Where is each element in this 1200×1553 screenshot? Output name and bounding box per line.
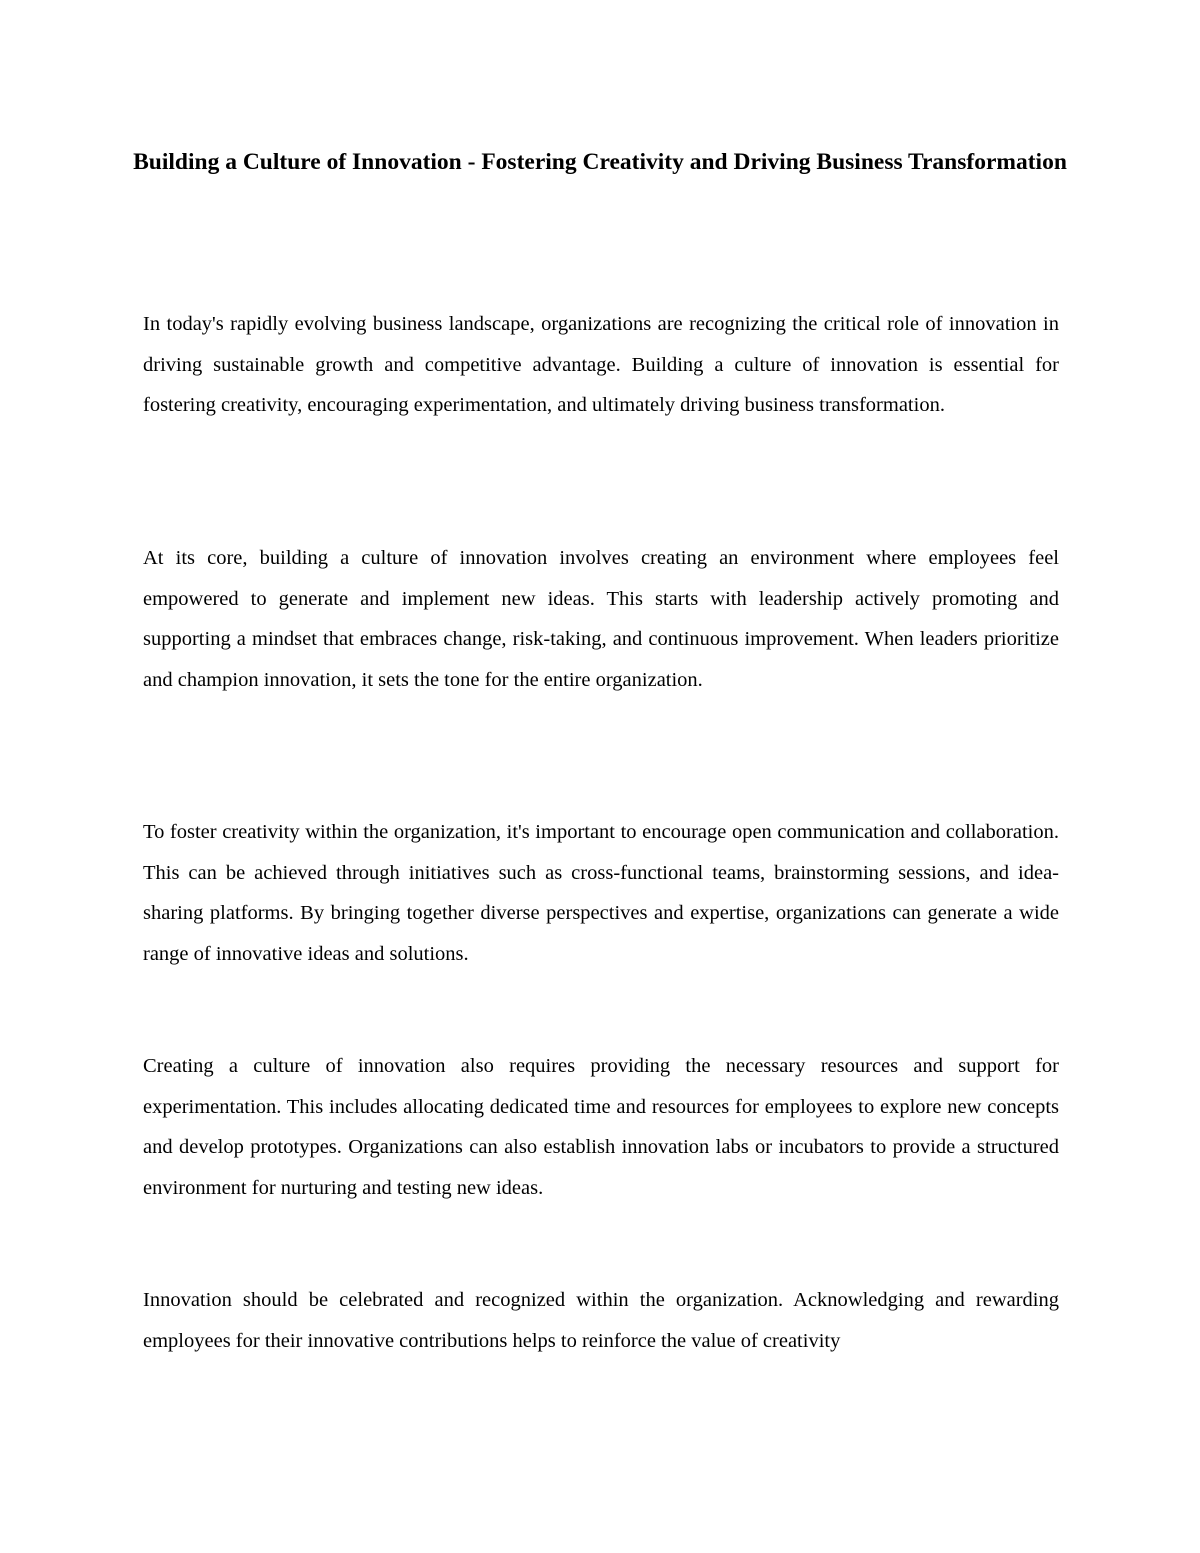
paragraph-2: At its core, building a culture of innovation involves creating an environment where employees feel empowered to generate and implement new ideas. This starts with leadership actively promoting and supporting a mindset that embraces change, risk-taking, and continuous improvement. When leaders prioritize and champion innovation, it sets the tone for the entire organization. — [143, 547, 1059, 692]
document-title: Building a Culture of Innovation - Fostering Creativity and Driving Business Transformation — [133, 149, 1067, 175]
paragraph-4: Creating a culture of innovation also requires providing the necessary resources and support for experimentation. This includes allocating dedicated time and resources for employees to explore new concepts and develop prototypes. Organizations can also establish innovation labs or incubators to provide a structured environment for nurturing and testing new ideas. — [143, 1055, 1059, 1200]
paragraph-3: To foster creativity within the organization, it's important to encourage open communication and collaboration. This can be achieved through initiatives such as cross-functional teams, brainstorming sessions, and idea-sharing platforms. By bringing together diverse perspectives and expertise, organizations can generate a wide range of innovative ideas and solutions. — [143, 821, 1059, 966]
paragraph-5: Innovation should be celebrated and recognized within the organization. Acknowledging and rewarding employees for their innovative contributions helps to reinforce the value of creativity — [143, 1289, 1059, 1352]
paragraph-1: In today's rapidly evolving business landscape, organizations are recognizing the critical role of innovation in driving sustainable growth and competitive advantage. Building a culture of innovation is essential for fostering creativity, encouraging experimentation, and ultimately driving business transformation. — [143, 313, 1059, 417]
